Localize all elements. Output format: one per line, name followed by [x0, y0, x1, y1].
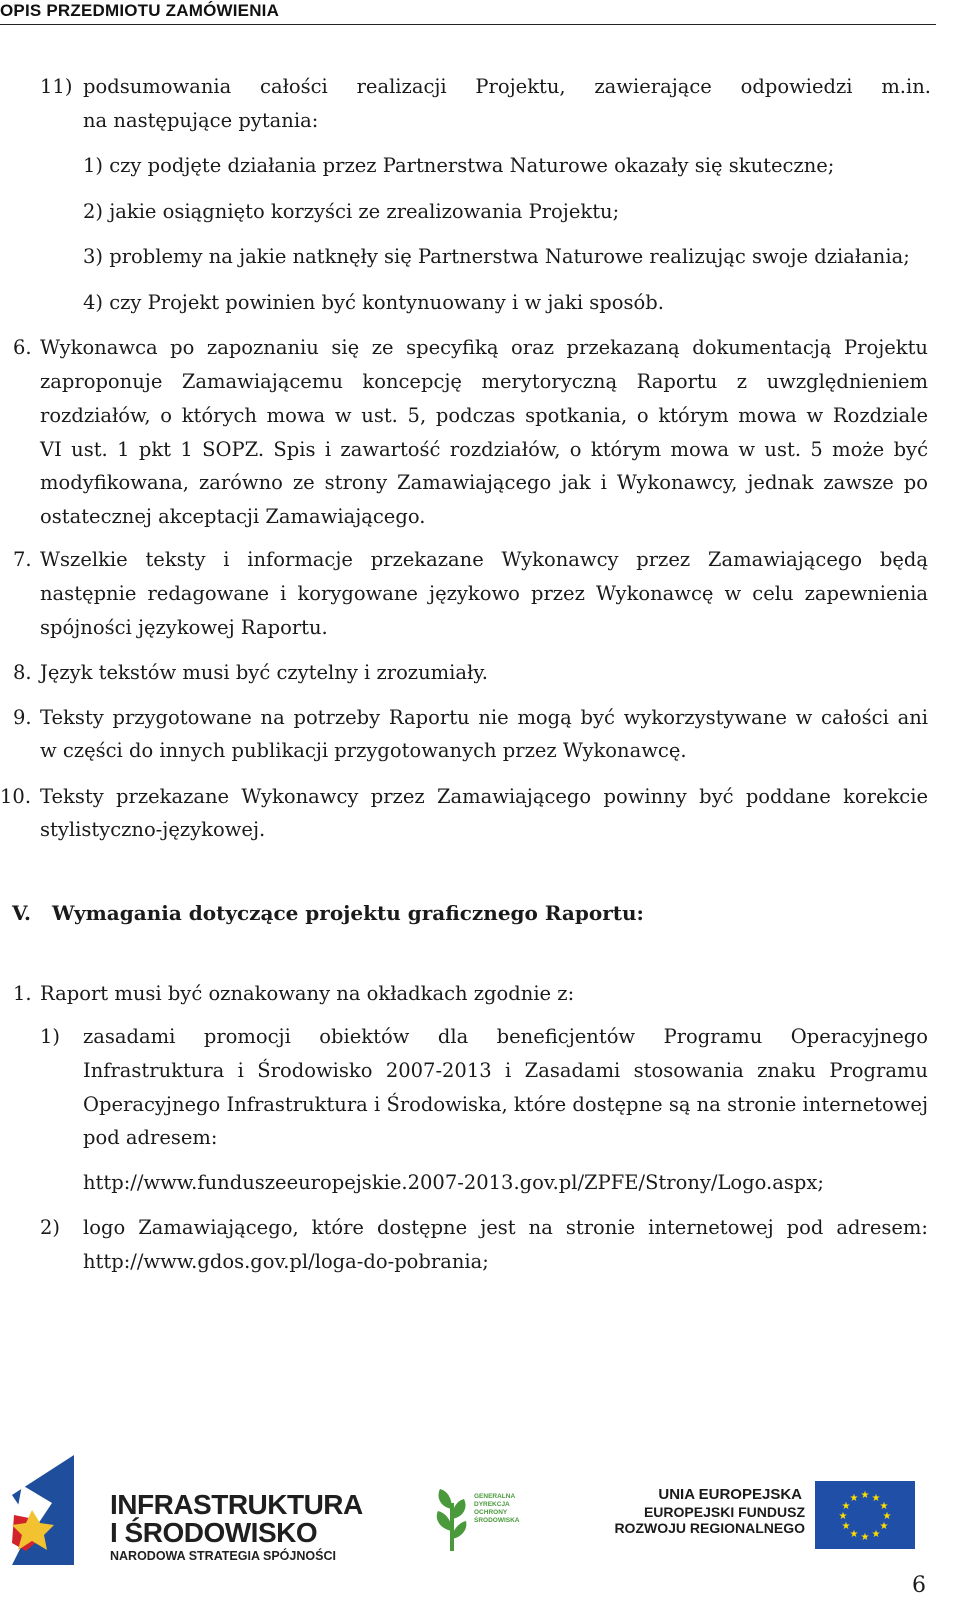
eu-line-3: ROZWOJU REGIONALNEGO [614, 1520, 805, 1536]
document-title: OPIS PRZEDMIOTU ZAMÓWIENIA [0, 1, 280, 20]
point-10-line: Teksty przekazane Wykonawcy przez Zamawiającego powinny być poddane korekcie [40, 785, 928, 808]
section-point-1-number: 1. [13, 982, 32, 1005]
point-8-line: Język tekstów musi być czytelny i zrozumiały. [40, 661, 488, 684]
sub-1-line: Infrastruktura i Środowisko 2007-2013 i Zasadami stosowania znaku Programu [83, 1059, 928, 1082]
svg-text:★: ★ [882, 1511, 892, 1522]
item-11-line-1: podsumowania całości realizacji Projektu, zawierające odpowiedzi m.in. [83, 75, 931, 98]
section-title: Wymagania dotyczące projektu graficznego Raportu: [52, 901, 644, 925]
sub-2-url[interactable]: http://www.gdos.gov.pl/loga-do-pobrania; [83, 1250, 489, 1273]
point-9-line: Teksty przygotowane na potrzeby Raportu nie mogą być wykorzystywane w całości ani [40, 706, 928, 729]
item-11-sub-1: 1) czy podjęte działania przez Partnerstwa Naturowe okazały się skuteczne; [83, 154, 835, 177]
svg-text:★: ★ [879, 1521, 889, 1532]
point-6-number: 6. [13, 336, 32, 359]
svg-text:★: ★ [860, 1490, 870, 1501]
point-8-number: 8. [13, 661, 32, 684]
point-7-line: spójności językowej Raportu. [40, 616, 328, 639]
svg-text:★: ★ [841, 1501, 851, 1512]
sub-1-line: zasadami promocji obiektów dla beneficjentów Programu Operacyjnego [83, 1025, 928, 1048]
section-number: V. [12, 901, 31, 925]
sub-1-number: 1) [40, 1025, 61, 1048]
svg-text:★: ★ [838, 1511, 848, 1522]
item-11-number: 11) [40, 75, 73, 98]
svg-text:★: ★ [849, 1493, 859, 1504]
eu-flag-icon [815, 1481, 915, 1549]
logo-line-1: INFRASTRUKTURA [110, 1489, 363, 1520]
point-6-line: zaproponuje Zamawiającemu koncepcję merytoryczną Raportu z uwzględnieniem [40, 370, 928, 393]
svg-text:★: ★ [849, 1529, 859, 1540]
point-7-line: następnie redagowane i korygowane językowo przez Wykonawcę w celu zapewnienia [40, 582, 928, 605]
eu-line-1: UNIA EUROPEJSKA [658, 1486, 802, 1503]
sub-2-number: 2) [40, 1216, 61, 1239]
point-6-line: Wykonawca po zapoznaniu się ze specyfiką oraz przekazaną dokumentacją Projektu [40, 336, 928, 359]
point-10-line: stylistyczno-językowej. [40, 818, 266, 841]
point-7-number: 7. [13, 548, 32, 571]
point-6-line: rozdziałów, o których mowa w ust. 5, podczas spotkania, o którym mowa w Rozdziale [40, 404, 928, 427]
section-point-1-text: Raport musi być oznakowany na okładkach zgodnie z: [40, 982, 575, 1005]
page-number: 6 [912, 1573, 926, 1598]
gdos-logo [430, 1483, 520, 1553]
infrastruktura-srodowisko-logo [12, 1455, 363, 1570]
point-6-line: modyfikowana, zarówno ze strony Zamawiającego jak i Wykonawcy, jednak zawsze po [40, 471, 928, 494]
document-header [0, 0, 936, 25]
svg-text:★: ★ [871, 1493, 881, 1504]
gdos-text: GENERALNA DYREKCJA OCHRONY ŚRODOWISKA [474, 1493, 520, 1524]
tree-icon [430, 1483, 474, 1553]
svg-text:★: ★ [841, 1521, 851, 1532]
sub-1-url[interactable]: http://www.funduszeeuropejskie.2007-2013.gov.pl/ZPFE/Strony/Logo.aspx; [83, 1171, 824, 1194]
point-10-number: 10. [0, 785, 32, 808]
svg-text:★: ★ [879, 1501, 889, 1512]
eu-line-2: EUROPEJSKI FUNDUSZ [643, 1504, 805, 1520]
item-11-sub-4: 4) czy Projekt powinien być kontynuowany i w jaki sposób. [83, 291, 664, 314]
svg-text:★: ★ [871, 1529, 881, 1540]
eu-logo [614, 1476, 920, 1551]
sub-1-line: Operacyjnego Infrastruktura i Środowiska, które dostępne są na stronie internetowej [83, 1093, 928, 1116]
item-11-line-2: na następujące pytania: [83, 109, 319, 132]
point-6-line: VI ust. 1 pkt 1 SOPZ. Spis i zawartość rozdziałów, o którym mowa w ust. 5 może być [40, 438, 928, 461]
item-11-sub-2: 2) jakie osiągnięto korzyści ze zrealizowania Projektu; [83, 200, 620, 223]
star-emblem-icon [12, 1455, 107, 1570]
sub-2-line: logo Zamawiającego, które dostępne jest na stronie internetowej pod adresem: [83, 1216, 928, 1239]
point-9-line: w części do innych publikacji przygotowanych przez Wykonawcę. [40, 739, 687, 762]
svg-text:★: ★ [860, 1532, 870, 1543]
logo-line-2: I ŚRODOWISKO [110, 1517, 318, 1548]
point-7-line: Wszelkie teksty i informacje przekazane Wykonawcy przez Zamawiającego będą [40, 548, 928, 571]
logo-line-3: NARODOWA STRATEGIA SPÓJNOŚCI [110, 1549, 336, 1563]
sub-1-line: pod adresem: [83, 1126, 218, 1149]
item-11-sub-3: 3) problemy na jakie natknęły się Partnerstwa Naturowe realizując swoje działania; [83, 245, 910, 268]
point-9-number: 9. [13, 706, 32, 729]
point-6-line: ostatecznej akceptacji Zamawiającego. [40, 505, 426, 528]
